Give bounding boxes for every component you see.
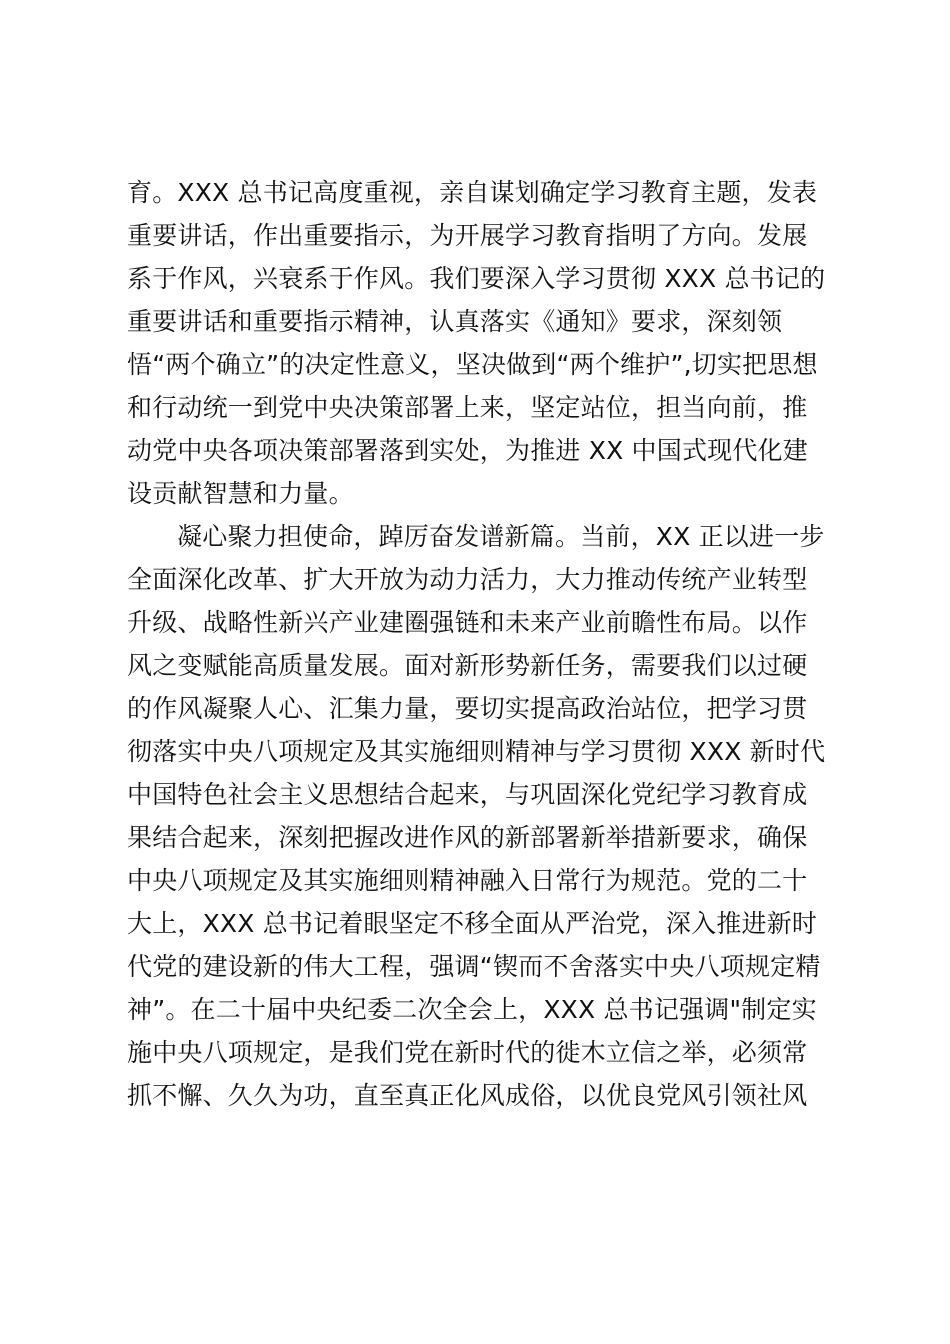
text-line: 悟“两个确立”的决定性意义，坚决做到“两个维护”,切实把思想 xyxy=(127,350,818,379)
text-line: 大上，XXX 总书记着眼坚定不移全面从严治党，深入推进新时 xyxy=(127,909,818,938)
text-line: 中国特色社会主义思想结合起来，与巩固深化党纪学习教育成 xyxy=(127,780,808,809)
text-line: 升级、战略性新兴产业建圈强链和未来产业前瞻性布局。以作 xyxy=(127,608,808,637)
text-line: 动党中央各项决策部署落到实处，为推进 XX 中国式现代化建 xyxy=(127,436,808,465)
body-text xyxy=(127,171,832,1117)
text-line: 育。XXX 总书记高度重视，亲自谋划确定学习教育主题，发表 xyxy=(127,178,818,207)
text-line: 全面深化改革、扩大开放为动力活力，大力推动传统产业转型 xyxy=(127,565,808,594)
text-line: 施中央八项规定，是我们党在新时代的徙木立信之举，必须常 xyxy=(127,1038,808,1067)
text-line: 彻落实中央八项规定及其实施细则精神与学习贯彻 XXX 新时代 xyxy=(127,737,826,766)
text-line: 中央八项规定及其实施细则精神融入日常行为规范。党的二十 xyxy=(127,866,808,895)
text-line: 代党的建设新的伟大工程，强调“锲而不舍落实中央八项规定精 xyxy=(127,952,821,981)
text-line: 的作风凝聚人心、汇集力量，要切实提高政治站位，把学习贯 xyxy=(127,694,808,723)
paragraph-1 xyxy=(127,171,832,515)
text-line: 设贡献智慧和力量。 xyxy=(127,479,354,508)
text-line: 风之变赋能高质量发展。面对新形势新任务，需要我们以过硬 xyxy=(127,651,808,680)
text-line: 重要讲话和重要指示精神，认真落实《通知》要求，深刻领 xyxy=(127,307,783,336)
text-line-first-indented: 凝心聚力担使命，踔厉奋发谱新篇。当前，XX 正以进一步 xyxy=(177,522,825,551)
text-line: 系于作风，兴衰系于作风。我们要深入学习贯彻 XXX 总书记的 xyxy=(127,264,826,293)
text-line: 重要讲话，作出重要指示，为开展学习教育指明了方向。发展 xyxy=(127,221,808,250)
text-line: 和行动统一到党中央决策部署上来，坚定站位，担当向前，推 xyxy=(127,393,808,422)
text-line: 神”。在二十届中央纪委二次全会上，XXX 总书记强调"制定实 xyxy=(127,995,817,1024)
text-line: 抓不懈、久久为功，直至真正化风成俗，以优良党风引领社风 xyxy=(127,1081,808,1110)
text-line: 果结合起来，深刻把握改进作风的新部署新举措新要求，确保 xyxy=(127,823,808,852)
paragraph-2 xyxy=(127,515,832,1117)
